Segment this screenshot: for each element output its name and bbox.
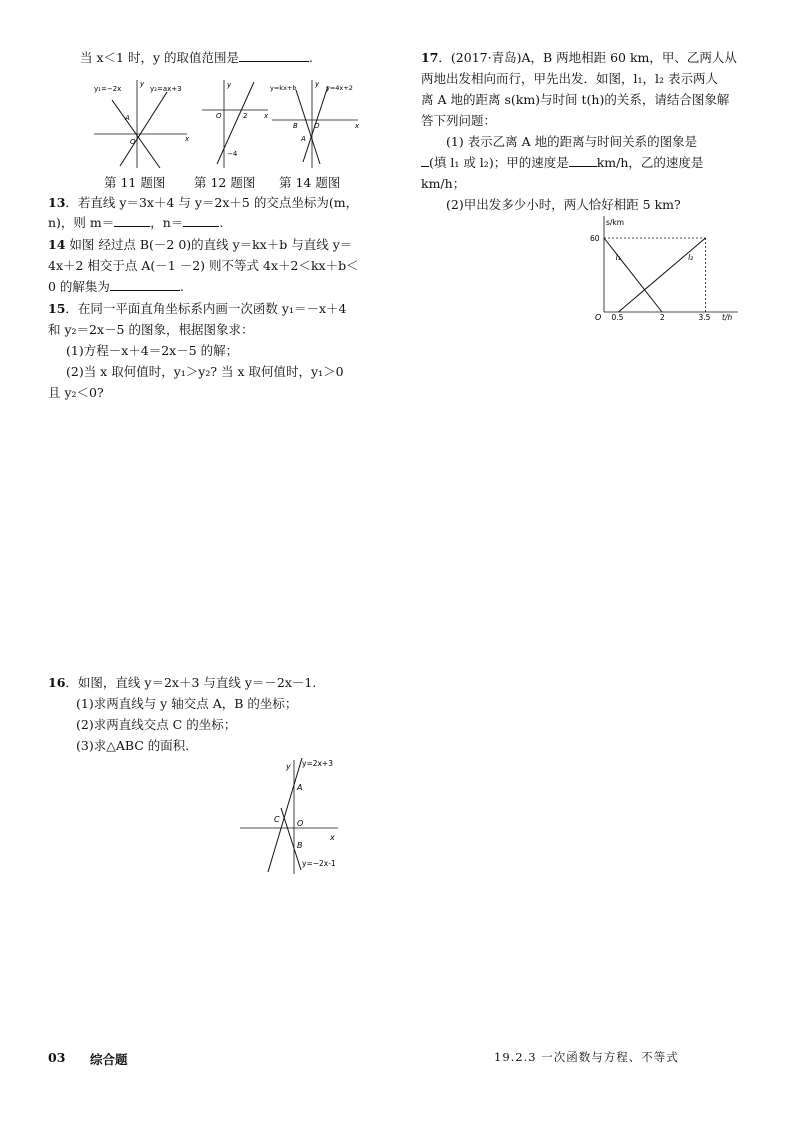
q15-number: 15: [48, 301, 66, 316]
fig11-point-a: A: [125, 114, 130, 122]
q13-line2: n)，则 m＝ ，n＝ .: [48, 215, 224, 230]
q15-sub1: (1)方程－x＋4＝2x－5 的解；: [66, 343, 239, 358]
fig12-label-neg4: −4: [227, 150, 238, 158]
q16-sub3: (3)求△ABC 的面积．: [76, 738, 198, 753]
q17-line3: 离 A 地的距离 s(km)与时间 t(h)的关系，请结合图象解: [421, 92, 730, 107]
fig14-point-a: A: [301, 135, 306, 143]
fig11-origin: O: [130, 138, 136, 146]
fig16-label-bottom: y=−2x-1: [302, 859, 336, 868]
q17-sub1a: (1) 表示乙离 A 地的距离与时间关系的图象是: [446, 134, 698, 149]
chart-y-label: s/km: [606, 218, 625, 227]
fig12-label-2: 2: [243, 112, 248, 120]
q14-number: 14: [48, 237, 66, 252]
fig16-point-b: B: [297, 841, 303, 850]
q13-n-blank[interactable]: [183, 214, 219, 227]
fig16-point-a: A: [297, 783, 303, 792]
fig14-x-label: x: [355, 122, 360, 130]
footer-section-number: 03: [48, 1050, 66, 1065]
figure-12: [200, 78, 272, 170]
fig11-line-y2: [120, 92, 167, 166]
fig16-x-label: x: [330, 833, 335, 842]
q12-tail: 当 x＜1 时，y 的取值范围是 .: [80, 50, 313, 65]
fig16-point-c: C: [274, 815, 280, 824]
fig12-origin: O: [216, 112, 222, 120]
fig12-x-label: x: [264, 112, 269, 120]
q16-sub2: (2)求两直线交点 C 的坐标；: [76, 717, 237, 732]
q13-m-blank[interactable]: [114, 214, 150, 227]
q17-line-blank[interactable]: [421, 154, 429, 167]
q13-number: 13: [48, 195, 66, 210]
series-l2-line: [619, 238, 706, 312]
q15-line1: 15．在同一平面直角坐标系内画一次函数 y₁＝－x＋4: [48, 301, 347, 316]
q16-sub1: (1)求两直线与 y 轴交点 A，B 的坐标；: [76, 696, 298, 711]
q15-line2: 和 y₂＝2x－5 的图象，根据图象求：: [48, 322, 254, 337]
fig12-y-label: y: [227, 81, 232, 89]
series-l1-line: [604, 238, 662, 312]
q17-sub1d: km/h；: [421, 176, 466, 191]
q15-sub2: (2)当 x 取何值时，y₁＞y₂? 当 x 取何值时，y₁＞0: [66, 364, 344, 379]
q14-answer-blank[interactable]: [110, 278, 180, 291]
q17-sub2: (2)甲出发多少小时，两人恰好相距 5 km?: [446, 197, 681, 212]
fig14-origin: O: [314, 122, 320, 130]
q17-number: 17: [421, 50, 439, 65]
chart-x-tick-3-5: 3.5: [698, 313, 711, 322]
footer-chapter: 19.2.3 一次函数与方程、不等式: [494, 1050, 679, 1064]
fig16-line-neg2x1: [281, 808, 304, 870]
q14-line2: 4x＋2 相交于点 A(－1 －2) 则不等式 4x＋2＜kx＋b＜: [48, 258, 359, 273]
q14-line3: 0 的解集为 .: [48, 279, 184, 294]
fig14-label-kxb: y=kx+b: [270, 84, 297, 92]
chart-origin: O: [595, 313, 602, 322]
fig16-origin: O: [297, 819, 304, 828]
fig14-label-4x2: y=4x+2: [326, 84, 353, 92]
series-l1-label: l₁: [615, 253, 621, 263]
caption-fig14: 第 14 题图: [279, 175, 341, 190]
fig16-label-top: y=2x+3: [302, 759, 333, 768]
chart-x-tick-2: 2: [660, 313, 665, 322]
fig16-y-label: y: [286, 762, 291, 771]
figure-16: [236, 756, 346, 876]
fig14-y-label: y: [315, 80, 320, 88]
q14-line1: 14 如图 经过点 B(－2 0)的直线 y＝kx＋b 与直线 y＝: [48, 237, 353, 252]
fig11-label-y2: y₂=ax+3: [150, 85, 182, 93]
q17-jia-speed-blank[interactable]: [569, 154, 597, 167]
q12-text: 当 x＜1 时，y 的取值范围是: [80, 50, 239, 65]
q16-line1: 16．如图，直线 y＝2x＋3 与直线 y＝－2x－1.: [48, 675, 317, 690]
fig14-point-b: B: [293, 122, 298, 130]
q17-line2: 两地出发相向而行，甲先出发．如图，l₁，l₂ 表示两人: [421, 71, 718, 86]
footer-section-title: 综合题: [90, 1052, 128, 1067]
q17-distance-time-chart: [584, 212, 744, 322]
fig11-x-label: x: [185, 135, 190, 143]
q17-line4: 答下列问题：: [421, 113, 497, 128]
q12-answer-blank[interactable]: [239, 49, 309, 62]
fig11-label-y1: y₁=−2x: [94, 85, 122, 93]
chart-x-label: t/h: [722, 313, 733, 322]
q17-line1: 17．(2017·青岛)A，B 两地相距 60 km，甲、乙两人从: [421, 50, 737, 65]
caption-fig11: 第 11 题图: [104, 175, 166, 190]
q13-line1: 13．若直线 y＝3x＋4 与 y＝2x＋5 的交点坐标为(m，: [48, 195, 359, 210]
chart-y-tick-60: 60: [590, 234, 600, 243]
q15-sub2b: 且 y₂＜0?: [48, 385, 104, 400]
chart-x-tick-0-5: 0.5: [611, 313, 624, 322]
figure-14: [266, 78, 362, 170]
figure-11: [92, 78, 192, 170]
q17-sub1b-line: (填 l₁ 或 l₂)；甲的速度是 km/h，乙的速度是: [421, 153, 703, 173]
series-l2-label: l₂: [688, 253, 694, 263]
fig11-y-label: y: [140, 80, 145, 88]
caption-fig12: 第 12 题图: [194, 175, 256, 190]
q16-number: 16: [48, 675, 66, 690]
